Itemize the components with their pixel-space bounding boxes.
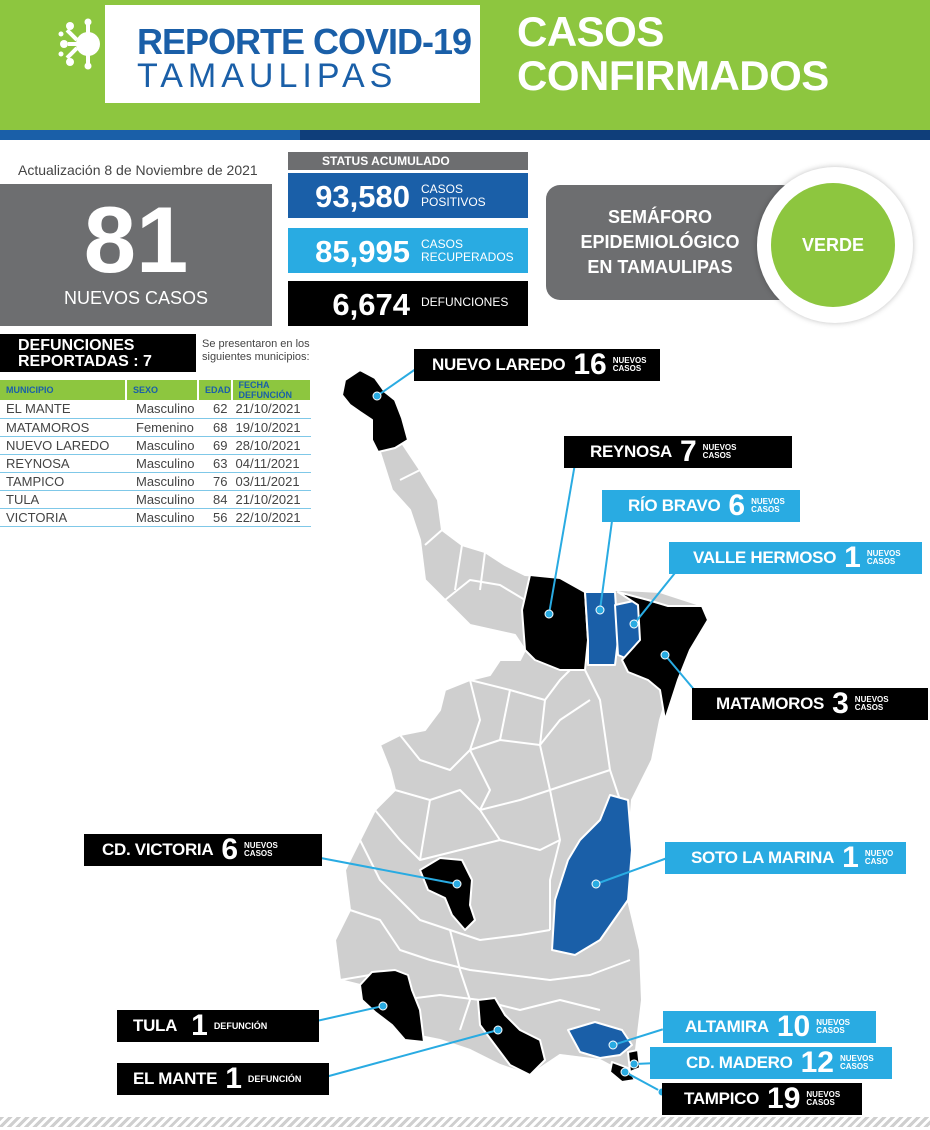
label-suffix: NUEVOS CASOS xyxy=(854,695,889,712)
cell-fecha: 03/11/2021 xyxy=(232,472,311,490)
label-name: ALTAMIRA xyxy=(685,1017,769,1036)
cell-sexo: Masculino xyxy=(126,508,198,526)
label-rio-bravo xyxy=(602,490,800,522)
label-suffix: NUEVOS CASOS xyxy=(612,356,647,373)
label-suffix: NUEVOS CASOS xyxy=(751,497,785,514)
label-count: 1 xyxy=(842,841,859,874)
new-cases-count: 81 xyxy=(83,187,189,292)
label-suffix: DEFUNCIÓN xyxy=(213,1021,268,1031)
label-count: 19 xyxy=(767,1082,801,1115)
deaths-label: DEFUNCIONES xyxy=(421,295,509,309)
label-soto-la-marina xyxy=(665,842,906,874)
cell-edad: 69 xyxy=(198,436,232,454)
page-title-line1: CASOS xyxy=(517,8,664,55)
label-reynosa xyxy=(564,436,792,468)
label-matamoros xyxy=(692,688,928,720)
col-sexo: SEXO xyxy=(126,380,198,400)
logo-state: TAMAULIPAS xyxy=(137,57,398,95)
leader-dot xyxy=(494,1026,502,1034)
footer-divider xyxy=(0,1117,930,1127)
deaths-subtitle-line2: siguientes municipios: xyxy=(202,351,310,363)
label-count: 12 xyxy=(800,1046,834,1079)
cell-edad: 76 xyxy=(198,472,232,490)
label-name: RÍO BRAVO xyxy=(628,496,721,515)
col-fecha: FECHA DEFUNCIÓN xyxy=(232,380,311,400)
semaforo-status: VERDE xyxy=(771,183,895,307)
leader-dot xyxy=(630,620,638,628)
col-municipio: MUNICIPIO xyxy=(0,380,126,400)
label-suffix: NUEVOS CASOS xyxy=(702,443,737,460)
label-count: 3 xyxy=(832,687,849,720)
cell-edad: 56 xyxy=(198,508,232,526)
cell-edad: 63 xyxy=(198,454,232,472)
label-tampico xyxy=(662,1083,862,1115)
label-name: TULA xyxy=(133,1016,178,1035)
leader-dot xyxy=(596,606,604,614)
recovered-count: 85,995 xyxy=(315,234,410,269)
label-nuevo-laredo xyxy=(414,349,660,381)
label-cd-victoria xyxy=(84,834,322,866)
leader-dot xyxy=(630,1060,638,1068)
logo-title: REPORTE COVID-19 xyxy=(137,21,472,62)
cell-fecha: 22/10/2021 xyxy=(232,508,311,526)
cell-sexo: Masculino xyxy=(126,490,198,508)
label-count: 1 xyxy=(225,1062,242,1095)
label-name: MATAMOROS xyxy=(716,694,825,713)
cell-fecha: 19/10/2021 xyxy=(232,418,311,436)
label-name: REYNOSA xyxy=(590,442,672,461)
positive-count: 93,580 xyxy=(315,179,410,214)
cell-municipio: REYNOSA xyxy=(0,454,126,472)
semaforo-line1: SEMÁFORO xyxy=(607,207,712,227)
deaths-title-line2: REPORTADAS : 7 xyxy=(18,353,152,370)
cell-municipio: EL MANTE xyxy=(0,400,126,418)
label-count: 1 xyxy=(844,541,861,574)
leader-dot xyxy=(373,392,381,400)
label-altamira xyxy=(663,1011,876,1043)
label-name: TAMPICO xyxy=(684,1089,760,1108)
cell-sexo: Masculino xyxy=(126,454,198,472)
label-cd-madero xyxy=(650,1047,892,1079)
label-suffix: NUEVOS CASOS xyxy=(806,1090,841,1107)
deaths-count: 6,674 xyxy=(332,287,410,322)
cell-municipio: TAMPICO xyxy=(0,472,126,490)
cell-sexo: Masculino xyxy=(126,472,198,490)
col-edad: EDAD xyxy=(198,380,232,400)
label-suffix: NUEVOS CASOS xyxy=(839,1054,874,1071)
label-el-mante xyxy=(117,1063,329,1095)
leader-dot xyxy=(592,880,600,888)
label-count: 7 xyxy=(679,435,697,468)
cell-fecha: 04/11/2021 xyxy=(232,454,311,472)
label-suffix: DEFUNCIÓN xyxy=(247,1074,302,1084)
cell-fecha: 21/10/2021 xyxy=(232,400,311,418)
cell-edad: 84 xyxy=(198,490,232,508)
cell-municipio: MATAMOROS xyxy=(0,418,126,436)
cell-edad: 68 xyxy=(198,418,232,436)
deaths-title-line1: DEFUNCIONES xyxy=(18,337,135,354)
label-suffix: NUEVOS CASOS xyxy=(866,549,901,566)
cell-edad: 62 xyxy=(198,400,232,418)
leader-dot xyxy=(609,1041,617,1049)
cell-fecha: 28/10/2021 xyxy=(232,436,311,454)
map-reynosa xyxy=(522,575,588,670)
recovered-label-line2: RECUPERADOS xyxy=(421,250,514,264)
label-suffix: NUEVO CASO xyxy=(864,849,894,866)
label-name: EL MANTE xyxy=(133,1069,218,1088)
leader-dot xyxy=(453,880,461,888)
cell-sexo: Masculino xyxy=(126,436,198,454)
semaforo-line2: EPIDEMIOLÓGICO xyxy=(580,232,740,252)
positive-label-line1: CASOS xyxy=(421,182,464,196)
label-suffix: NUEVOS CASOS xyxy=(816,1018,851,1035)
label-tula xyxy=(117,1010,319,1042)
deaths-subtitle-line1: Se presentaron en los xyxy=(202,338,310,350)
recovered-label-line1: CASOS xyxy=(421,237,464,251)
leader-dot xyxy=(661,651,669,659)
cell-sexo: Femenino xyxy=(126,418,198,436)
leader-dot xyxy=(621,1068,629,1076)
cell-sexo: Masculino xyxy=(126,400,198,418)
positive-label-line2: POSITIVOS xyxy=(421,195,486,209)
label-count: 16 xyxy=(573,348,607,381)
label-name: SOTO LA MARINA xyxy=(691,848,835,867)
semaforo-line3: EN TAMAULIPAS xyxy=(587,257,733,277)
leader-dot xyxy=(545,610,553,618)
cell-municipio: VICTORIA xyxy=(0,508,126,526)
label-count: 6 xyxy=(221,833,239,866)
cell-fecha: 21/10/2021 xyxy=(232,490,311,508)
cell-municipio: NUEVO LAREDO xyxy=(0,436,126,454)
label-suffix: NUEVOS CASOS xyxy=(244,841,278,858)
update-date: Actualización 8 de Noviembre de 2021 xyxy=(18,162,258,178)
label-name: NUEVO LAREDO xyxy=(432,355,566,374)
label-valle-hermoso xyxy=(669,542,922,574)
label-count: 6 xyxy=(728,489,746,522)
leader-dot xyxy=(379,1002,387,1010)
cell-municipio: TULA xyxy=(0,490,126,508)
label-count: 10 xyxy=(776,1010,811,1043)
label-name: CD. VICTORIA xyxy=(102,840,214,859)
label-count: 1 xyxy=(191,1009,208,1042)
label-name: VALLE HERMOSO xyxy=(693,548,837,567)
page-title-line2: CONFIRMADOS xyxy=(517,52,829,99)
new-cases-label: NUEVOS CASOS xyxy=(63,288,209,308)
label-name: CD. MADERO xyxy=(686,1053,793,1072)
status-title: STATUS ACUMULADO xyxy=(288,152,528,170)
